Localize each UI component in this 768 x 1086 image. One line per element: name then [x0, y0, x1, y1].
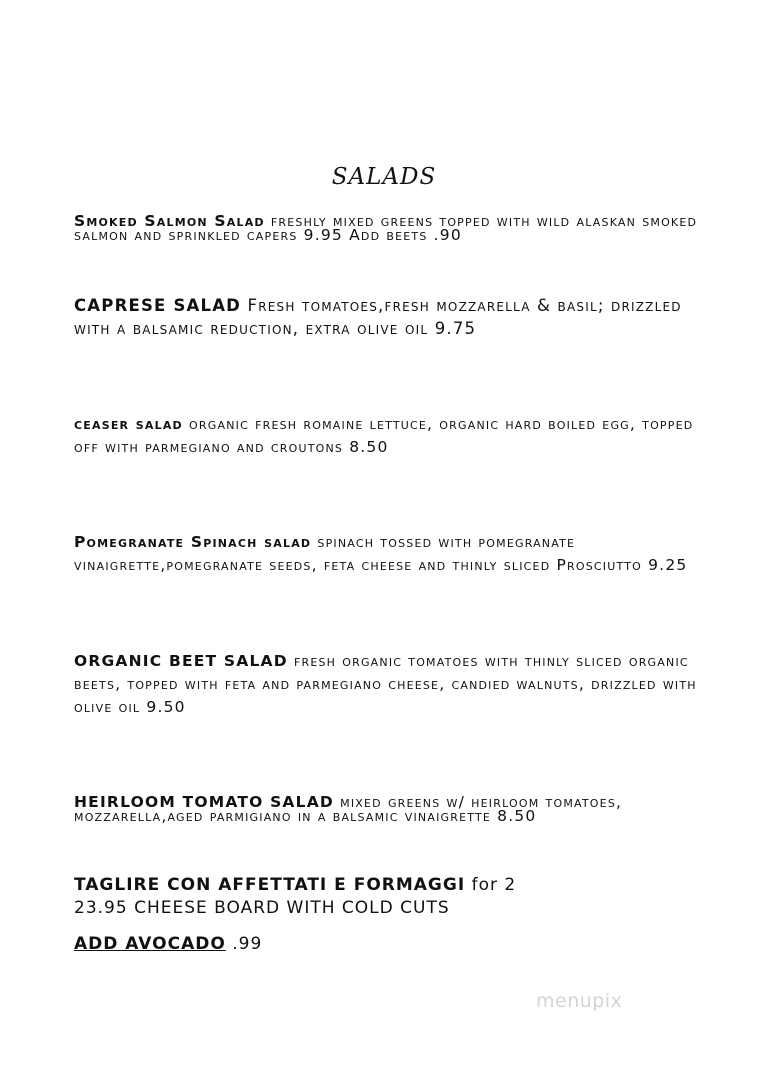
menu-item-ceaser-salad	[74, 413, 714, 459]
item-name: TAGLIRE CON AFFETTATI E FORMAGGI	[74, 875, 466, 895]
menu-item-add-avocado	[74, 933, 714, 956]
item-name: HEIRLOOM TOMATO SALAD	[74, 793, 334, 811]
item-name: CAPRESE SALAD	[74, 296, 242, 315]
menu-item-cheese-board	[74, 874, 714, 920]
item-description: organic fresh romaine lettuce, organic hard boiled egg, topped off with parmegiano and croutons 8.50	[74, 415, 694, 456]
item-description-line-2: 23.95 CHEESE BOARD WITH COLD CUTS	[74, 898, 450, 918]
section-title: SALADS	[331, 164, 437, 190]
watermark: menupix	[536, 990, 623, 1012]
item-description: spinach tossed with pomegranate vinaigrette,pomegranate seeds, feta cheese and thinly sliced Prosciutto 9.25	[74, 533, 688, 574]
item-description: Fresh tomatoes,fresh mozzarella & basil; drizzled with a balsamic reduction, extra olive oil 9.75	[74, 296, 682, 338]
menu-item-caprese-salad	[74, 294, 714, 340]
item-description: for 2	[471, 875, 517, 895]
menu-item-organic-beet-salad	[74, 650, 714, 719]
menu-item-pomegranate-spinach-salad	[74, 531, 714, 577]
item-price: .99	[232, 934, 263, 954]
item-name: ceaser salad	[74, 415, 183, 433]
item-description: mixed greens w/ heirloom tomatoes, mozzarella,aged parmigiano in a balsamic vinaigrette 8.50	[74, 793, 623, 825]
menu-item-heirloom-tomato-salad	[74, 795, 714, 823]
menu-item-smoked-salmon-salad	[74, 214, 714, 242]
item-name: Smoked Salmon Salad	[74, 212, 265, 230]
item-description: fresh organic tomatoes with thinly sliced organic beets, topped with feta and parmegiano cheese, candied walnuts, drizzled with olive oil 9.50	[74, 652, 697, 716]
item-name: ADD AVOCADO	[74, 934, 226, 954]
item-name: ORGANIC BEET SALAD	[74, 652, 288, 670]
item-description: freshly mixed greens topped with wild alaskan smoked salmon and sprinkled capers 9.95 Add beets .90	[74, 212, 698, 244]
item-name: Pomegranate Spinach salad	[74, 533, 312, 551]
